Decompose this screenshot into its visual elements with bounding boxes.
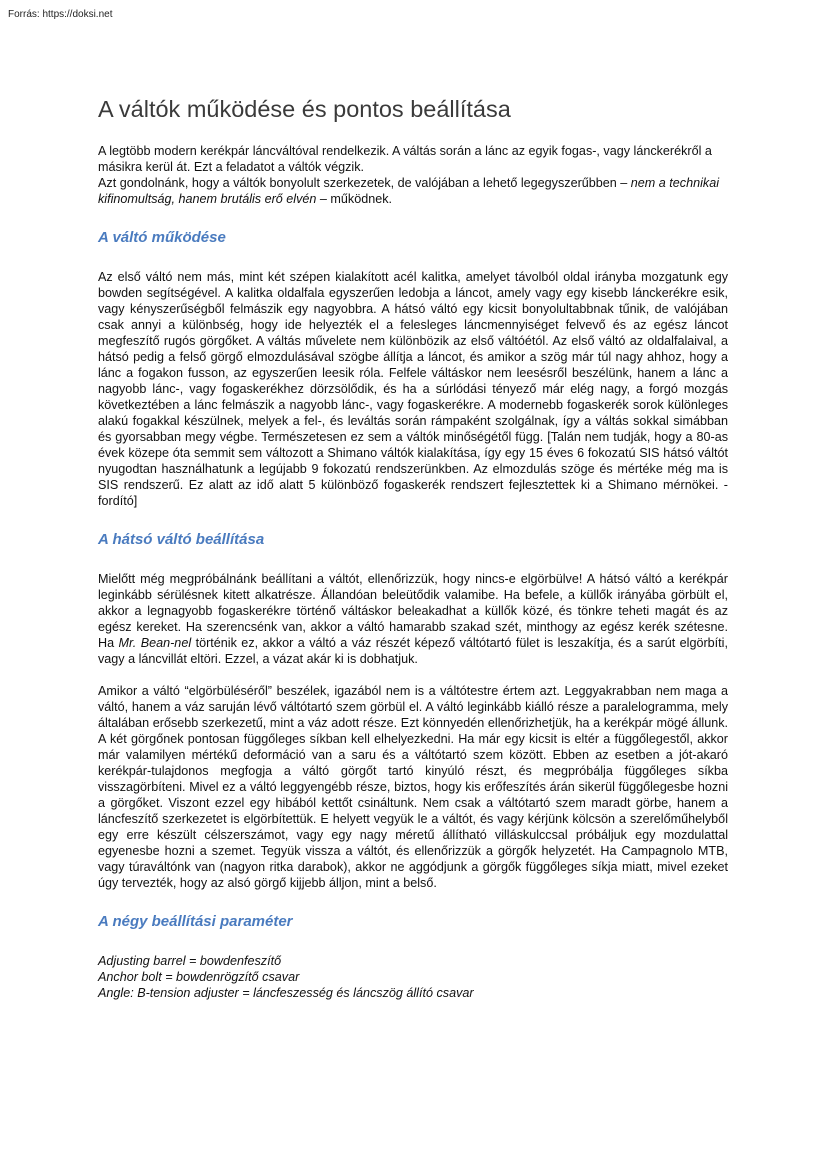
- definition-line: Anchor bolt = bowdenrögzítő csavar: [98, 970, 300, 984]
- intro-section: [98, 143, 728, 207]
- intro-paragraph-2: [98, 175, 728, 207]
- section-heading-valto-mukodese: A váltó működése: [98, 229, 226, 246]
- definition-line: Adjusting barrel = bowdenfeszítő: [98, 954, 282, 968]
- document-body: [98, 96, 728, 1001]
- definition-list: [98, 953, 728, 1001]
- intro-p2-end: – működnek.: [316, 192, 393, 206]
- definition-line: Angle: B-tension adjuster = láncfeszesség és láncszög állító csavar: [98, 986, 474, 1000]
- section2-paragraph-1: [98, 571, 728, 667]
- intro-paragraph-1: A legtöbb modern kerékpár láncváltóval rendelkezik. A váltás során a lánc az egyik fogas-, vagy lánckerékről a másikra kerül át. Ezt a feladatot a váltók végzik.: [98, 144, 712, 174]
- intro-p2-italic: nem a technikai kifinomultság, hanem brutális erő elvén: [98, 176, 720, 206]
- section-heading-hatso-valto: A hátsó váltó beállítása: [98, 531, 265, 548]
- section1-paragraph: Az első váltó nem más, mint két szépen kialakított acél kalitka, amelyet távolból oldal irányba mozgatunk egy bowden segítségével. A kalitka oldalfala egyszerűen ledobja a láncot, amely vagy egy kisebb lánckerékre esik, vagy kényszerűségből felmászik egy nagyobbra. A hátsó váltó egy kicsit bonyolultabbnak tűnik, de valójában csak annyi a különbség, hogy ide helyezték el a felesleges láncmennyiséget felvevő és az egész láncot megfeszítő rugós görgőket. A váltás művelete nem különbözik az első váltóétól. Az első váltó az oldalfalaival, a hátsó pedig a felső görgő elmozdulásával szögbe állítja a láncot, és amikor a szög már túl nagy ahhoz, hogy a lánc a fogakon fusson, az egyszerűen leesik róla. Felfele váltáskor nem leesésről beszélünk, hanem a lánc a nagyobb lánc-, vagy fogaskerékhez dörzsölődik, és ha a súrlódási tényező már elég nagy, a forgó mozgás következtében a lánc felmászik a nagyobb lánc-, vagy fogaskerékre. A modernebb fogaskerék sorok különleges alakú fogakkal készülnek, melyek a fel-, és leváltás során rámpaként szolgálnak, így a váltás sokkal simábban és gyorsabban megy végbe. Természetesen ez sem a váltók minőségétől függ. [Talán nem tudják, hogy a 80-as évek közepe óta semmit sem változott a Shimano váltók kialakítása, így egy 15 éves 6 fokozatú SIS hátsó váltót nyugodtan használhatunk a legújabb 9 fokozatú rendszerünkben. Az elmozdulás szöge és mértéke még ma is SIS rendszerű. Ez alatt az idő alatt 5 különböző fogaskerék rendszert fejlesztettek ki a Shimano mérnökei. -fordító]: [98, 270, 728, 508]
- section-heading-negy-parameter: A négy beállítási paraméter: [98, 913, 293, 930]
- source-label: Forrás: https://doksi.net: [8, 9, 113, 20]
- document-title: A váltók működése és pontos beállítása: [98, 96, 511, 122]
- section2-p1-italic: Mr. Bean-nel: [118, 636, 192, 650]
- intro-p2-start: Azt gondolnánk, hogy a váltók bonyolult szerkezetek, de valójában a lehető legegyszerűbben –: [98, 176, 631, 190]
- section2-p1-start: Mielőtt még megpróbálnánk beállítani a váltót, ellenőrizzük, hogy nincs-e elgörbülve! A hátsó váltó a kerékpár leginkább sérülésnek kitett alkatrésze. Állandóan beleütődik valamibe. Ha befele, a küllők irányába görbült el, akkor a legnagyobb fogaskerékre történő váltáskor beleakadhat a küllők közé, és tönkre teheti magát és az egész kereket. Ha szerencsénk van, akkor a váltó hamarabb szakad szét, minthogy az egész kerék szétesne. Ha: [98, 572, 728, 650]
- section2-p1-end: történik ez, akkor a váltó a váz részét képező váltótartó fület is leszakítja, és a sarút elgörbíti, vagy a láncvillát eltöri. Ezzel, a vázat akár ki is dobhatjuk.: [98, 636, 728, 666]
- section2-paragraph-2: Amikor a váltó “elgörbüléséről” beszélek, igazából nem is a váltótestre értem azt. Leggyakrabban nem maga a váltó, hanem a váz saruján lévő váltótartó szem görbül el. A váltó leginkább kiálló része a paralelogramma, mely általában erősebb szerkezetű, mint a váz adott része. Ezt könnyedén ellenőrizhetjük, ha a kerékpár mögé állunk. A két görgőnek pontosan függőleges síkban kell elhelyezkedni. Ha már egy kicsit is eltér a függőlegestől, akkor már valamilyen mértékű deformáció van a saru és a váltótartó szem között. Ebben az esetben a jót-akaró kerékpár-tulajdonos megfogja a váltó görgőt tartó kinyúló részt, és megpróbálja függőleges síkba visszagörbíteni. Mivel ez a váltó leggyengébb része, biztos, hogy kis erőfeszítés árán sikerül függőlegesbe hozni a görgőket. Viszont ezzel egy hibából kettőt csináltunk. Nem csak a váltótartó szem maradt görbe, hanem a láncfeszítő szerkezetet is elgörbítettük. E helyett vegyük le a váltót, és vagy kérjünk kölcsön a szerelőműhelyből egy erre készült célszerszámot, vagy egy nagy méretű állítható villáskulccsal próbáljuk egy mozdulattal egyenesbe hozni a szemet. Tegyük vissza a váltót, és ellenőrizzük a görgők helyzetét. Ha Campagnolo MTB, vagy túraváltónk van (nagyon ritka darabok), akkor ne aggódjunk a görgők függőleges síkja miatt, mivel ezeket úgy tervezték, hogy az alsó görgő kijjebb álljon, mint a belső.: [98, 684, 728, 890]
